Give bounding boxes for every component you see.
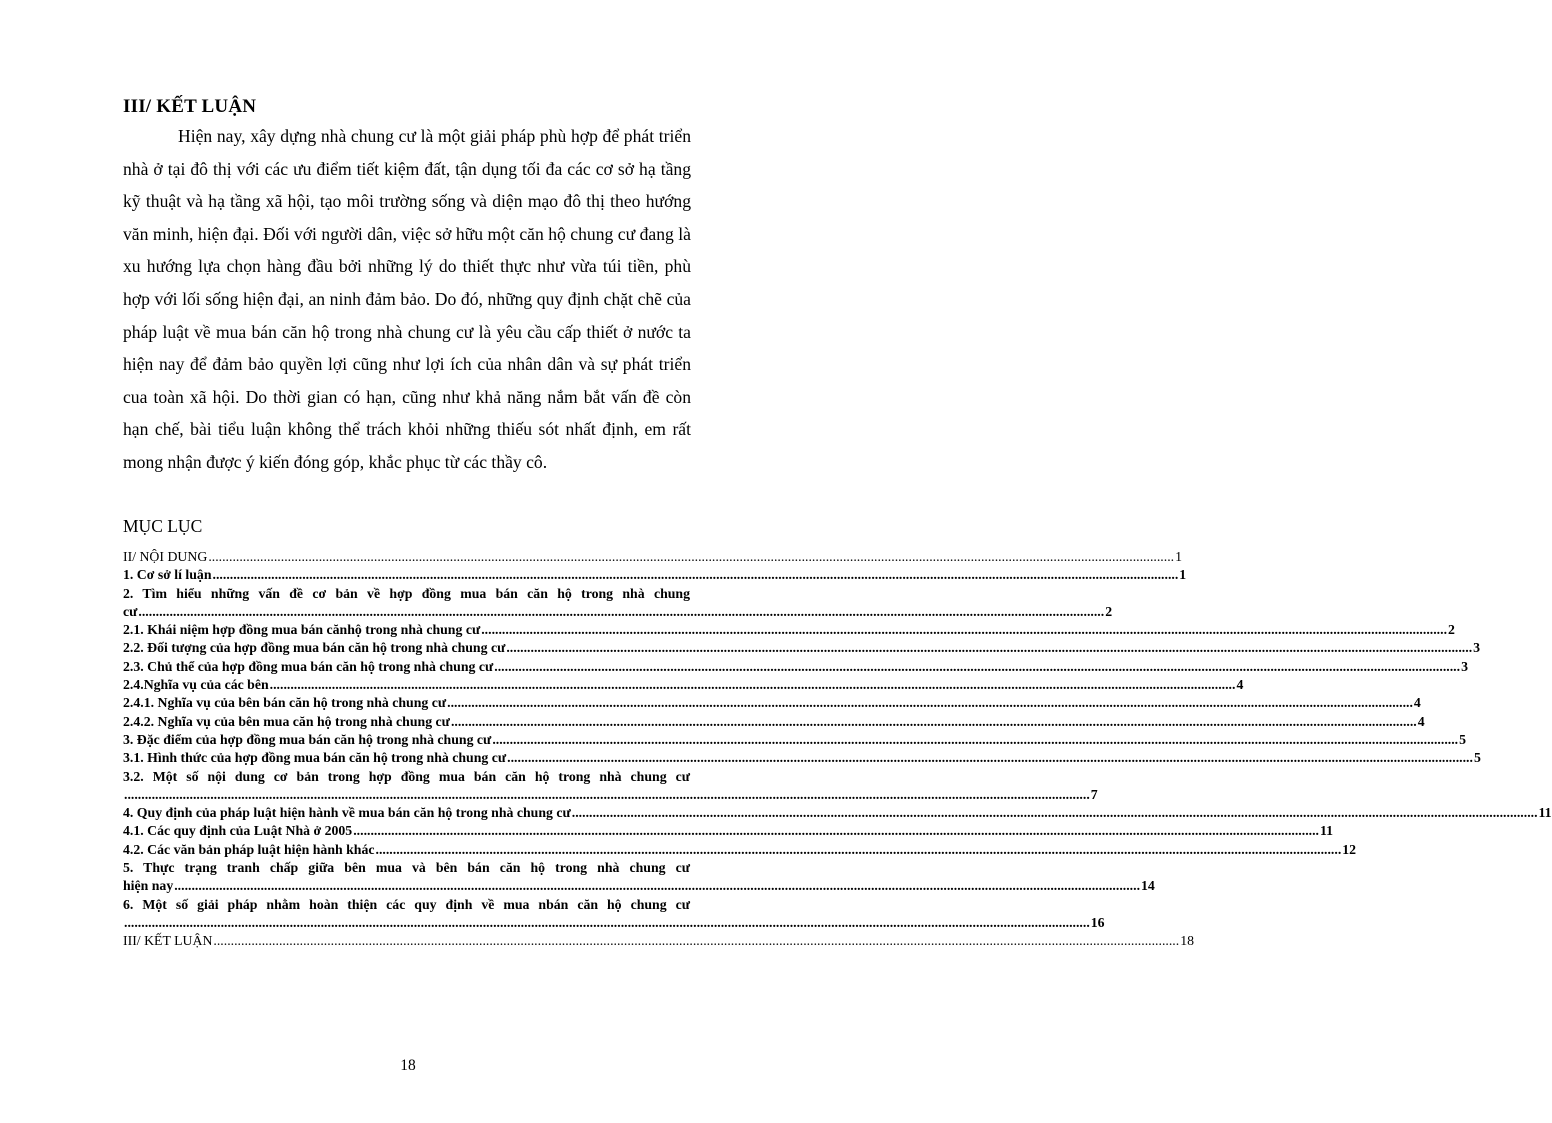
toc-entry[interactable]: [123, 676, 1244, 694]
toc-page-number: 2: [1105, 603, 1113, 619]
toc-leader: [572, 804, 1538, 822]
toc-page-number: 16: [1090, 914, 1105, 930]
toc-leader: [270, 676, 1236, 694]
toc-entry-text: 3.1. Hình thức của hợp đồng mua bán căn hộ trong nhà chung cư: [123, 750, 507, 766]
toc-entry[interactable]: [123, 639, 1481, 657]
toc-entry-text: 3. Đặc điểm của hợp đồng mua bán căn hộ trong nhà chung cư: [123, 731, 492, 747]
toc-entry[interactable]: [123, 749, 1481, 767]
conclusion-paragraph: Hiện nay, xây dựng nhà chung cư là một giải pháp phù hợp để phát triển nhà ở tại đô thị với các ưu điểm tiết kiệm đất, tận dụng tối đa các cơ sở hạ tầng kỹ thuật và hạ tầng xã hội, tạo môi trường sống và diện mạo đô thị theo hướng văn minh, hiện đại. Đối với người dân, việc sở hữu một căn hộ chung cư đang là xu hướng lựa chọn hàng đầu bởi những lý do thiết thực như vừa túi tiền, phù hợp với lối sống hiện đại, an ninh đảm bảo. Do đó, những quy định chặt chẽ của pháp luật về mua bán căn hộ trong nhà chung cư là yêu cầu cấp thiết ở nước ta hiện nay để đảm bảo quyền lợi cũng như lợi ích của nhân dân và sự phát triển cua toàn xã hội. Do thời gian có hạn, cũng như khả năng nắm bắt vấn đề còn hạn chế, bài tiểu luận không thể trách khỏi những thiếu sót nhất định, em rất mong nhận được ý kiến đóng góp, khắc phục từ các thầy cô.: [123, 126, 691, 472]
toc-entry-text: 1. Cơ sở lí luận: [123, 567, 212, 583]
toc-page-number: 11: [1538, 805, 1552, 821]
toc-entry-text: 2.4.Nghĩa vụ của các bên: [123, 677, 269, 693]
table-of-contents: [123, 548, 1552, 951]
toc-entry-text: III/ KẾT LUẬN: [123, 933, 213, 949]
toc-page-number: 11: [1320, 823, 1334, 839]
toc-page-number: 1: [1179, 567, 1187, 583]
toc-entry[interactable]: [123, 585, 1113, 622]
toc-entry-text: 2.2. Đối tượng của hợp đồng mua bán căn hộ trong nhà chung cư: [123, 640, 506, 656]
toc-entry-text: 4.1. Các quy định của Luật Nhà ở 2005: [123, 823, 353, 839]
toc-entry[interactable]: [123, 822, 1334, 840]
toc-entry-text: 6. Một số giải pháp nhằm hoàn thiện các quy định về mua nbán căn hộ chung cư: [123, 896, 690, 912]
toc-leader: [507, 749, 1473, 767]
toc-entry-text: 2.4.2. Nghĩa vụ của bên mua căn hộ trong nhà chung cư: [123, 713, 450, 729]
toc-entry[interactable]: [123, 841, 1357, 859]
toc-entry[interactable]: [123, 566, 1187, 584]
toc-entry-text: 2.1. Khái niệm hợp đồng mua bán cănhộ trong nhà chung cư: [123, 622, 481, 638]
toc-leader: [208, 548, 1174, 566]
toc-entry-text: 3.2. Một số nội dung cơ bản trong hợp đồng mua bán căn hộ trong nhà chung cư: [123, 768, 690, 784]
toc-page-number: 3: [1473, 640, 1481, 656]
toc-entry-text-continued: hiện nay: [123, 878, 174, 894]
toc-leader: [481, 621, 1447, 639]
toc-entry[interactable]: [123, 713, 1425, 731]
toc-entry-text: 2.4.1. Nghĩa vụ của bên bán căn hộ trong nhà chung cư: [123, 695, 447, 711]
toc-leader: [124, 786, 1090, 804]
toc-leader: [376, 841, 1342, 859]
toc-leader: [451, 713, 1417, 731]
toc-page-number: 1: [1175, 549, 1182, 564]
toc-entry-text: 4. Quy định của pháp luật hiện hành về mua bán căn hộ trong nhà chung cư: [123, 805, 571, 821]
toc-page-number: 14: [1141, 878, 1155, 894]
toc-entry[interactable]: [123, 658, 1468, 676]
toc-entry[interactable]: [123, 932, 1194, 950]
toc-leader: [447, 694, 1413, 712]
toc-entry[interactable]: [123, 621, 1455, 639]
toc-page-number: 4: [1413, 695, 1421, 711]
toc-leader: [138, 603, 1104, 621]
toc-page-number: 2: [1448, 622, 1455, 638]
toc-entry-text: 4.2. Các văn bản pháp luật hiện hành khác: [123, 841, 375, 857]
toc-entry[interactable]: [123, 731, 1467, 749]
toc-page-number: 12: [1342, 841, 1357, 857]
toc-page-number: 18: [1180, 933, 1194, 949]
toc-entry-text: II/ NỘI DUNG: [123, 549, 208, 564]
toc-entry[interactable]: [123, 859, 1155, 896]
conclusion-heading: III/ KẾT LUẬN: [123, 96, 257, 117]
toc-page-number: 5: [1459, 731, 1467, 747]
toc-entry-text: 2.3. Chủ thể của hợp đồng mua bán căn hộ trong nhà chung cư: [123, 658, 494, 674]
page-number: 18: [400, 1057, 416, 1074]
toc-entry[interactable]: [123, 548, 1182, 566]
toc-entry-text: 2. Tìm hiểu những vấn đề cơ bản về hợp đồng mua bán căn hộ trong nhà chung: [123, 585, 690, 601]
toc-page-number: 4: [1417, 713, 1425, 729]
toc-entry[interactable]: [123, 694, 1421, 712]
toc-title: MỤC LỤC: [123, 516, 203, 536]
toc-leader: [494, 658, 1460, 676]
toc-leader: [353, 822, 1319, 840]
toc-leader: [213, 932, 1179, 950]
toc-leader: [492, 731, 1458, 749]
toc-entry-text: 5. Thực trạng tranh chấp giữa bên mua và bên bán căn hộ trong nhà chung cư: [123, 860, 690, 876]
toc-page-number: 3: [1461, 658, 1468, 674]
toc-entry[interactable]: [123, 896, 1105, 933]
toc-entry-text-continued: cư: [123, 603, 138, 619]
toc-page-number: 4: [1236, 677, 1244, 693]
toc-page-number: 7: [1090, 786, 1098, 802]
toc-leader: [213, 566, 1179, 584]
toc-leader: [124, 914, 1090, 932]
toc-leader: [506, 639, 1472, 657]
toc-entry[interactable]: [123, 804, 1552, 822]
toc-entry[interactable]: [123, 768, 1098, 805]
toc-page-number: 5: [1473, 750, 1481, 766]
toc-leader: [174, 877, 1140, 895]
